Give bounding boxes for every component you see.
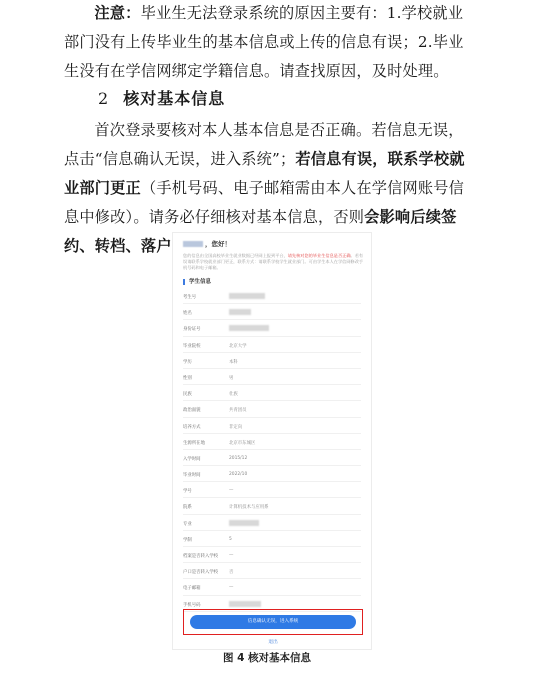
info-row-value: 男 — [229, 375, 234, 381]
info-row — [183, 563, 361, 579]
info-row — [183, 466, 361, 482]
info-row — [183, 418, 361, 434]
info-row-label: 学历 — [183, 359, 192, 365]
info-row-label: 性别 — [183, 375, 192, 381]
info-row-label: 考生号 — [183, 295, 197, 300]
embedded-screenshot — [172, 232, 372, 650]
info-row-value: 否 — [229, 570, 234, 576]
info-row-value: — — [229, 585, 234, 591]
greeting-text: ，您好！ — [205, 240, 231, 248]
note-text: 毕业生无法登录系统的原因主要有：1.学校就业部门没有上传毕业生的基本信息或上传的信息有误；2.毕业生没有在学信网绑定学籍信息。请查找原因，及时处理。 — [64, 4, 464, 80]
info-row-value: — — [229, 553, 234, 558]
info-row-value: 本科 — [229, 359, 238, 365]
info-row-value: 壮族 — [229, 392, 238, 398]
body-bold-2: 会影响后续签约、转档、落户 — [64, 208, 457, 255]
greeting — [183, 239, 231, 248]
info-row-label: 学制 — [183, 537, 192, 543]
info-row-value: 北京市东城区 — [229, 440, 256, 446]
confirm-button[interactable]: 信息确认无误，进入系统 — [190, 615, 356, 629]
info-row-label: 生源所在地 — [183, 440, 205, 446]
info-row-value: 计算机技术与应用系 — [229, 505, 269, 511]
info-row-label: 档案是否转入学校 — [183, 554, 219, 559]
info-row — [183, 434, 361, 450]
section-heading — [98, 86, 225, 109]
info-row-redacted-value — [229, 293, 265, 299]
student-info-list — [183, 288, 361, 612]
intro-part-1: 您的信息由全国高校毕业生就业数据已经网上报到平台， — [183, 253, 288, 258]
student-info-title: 学生信息 — [183, 279, 211, 285]
info-row — [183, 320, 361, 336]
info-row-value: 2022/10 — [229, 472, 248, 478]
info-row — [183, 579, 361, 595]
confirm-highlight-box — [183, 609, 363, 635]
info-row-value: 非定向 — [229, 424, 243, 430]
note-label: 注意： — [94, 4, 141, 22]
info-row-value: — — [229, 488, 234, 494]
info-row-redacted-value — [229, 325, 269, 331]
info-row-label: 院系 — [183, 505, 192, 511]
intro-text — [183, 253, 365, 271]
info-row-value: 5 — [229, 536, 232, 542]
info-row-label: 户口是否转入学校 — [183, 570, 219, 576]
info-row — [183, 401, 361, 417]
info-row-value: 2015/12 — [229, 455, 248, 461]
info-row — [183, 547, 361, 563]
exit-link[interactable]: 退出 — [268, 640, 278, 645]
info-row-value: 共青团员 — [229, 408, 247, 414]
body-text-2: （手机号码、电子邮箱需由本人在学信网账号信息中修改）。请务必仔细核对基本信息，否则 — [64, 179, 465, 226]
info-row-label: 毕业时间 — [183, 473, 201, 479]
info-row — [183, 304, 361, 320]
info-row-label: 培养方式 — [183, 424, 201, 430]
info-row — [183, 353, 361, 369]
info-row-label: 专业 — [183, 521, 192, 527]
info-row-label: 身份证号 — [183, 327, 201, 333]
info-row — [183, 385, 361, 401]
info-row-label: 政治面貌 — [183, 408, 201, 414]
info-row — [183, 498, 361, 514]
body-text-1: 首次登录要核对本人基本信息是否正确。若信息无误，点击“信息确认无误，进入系统”； — [64, 121, 464, 168]
info-row-label: 学号 — [183, 489, 192, 495]
section-number: 2 — [98, 89, 110, 108]
info-row — [183, 531, 361, 547]
info-row — [183, 337, 361, 353]
info-row-redacted-value — [229, 309, 251, 315]
section-title: 核对基本信息 — [123, 89, 226, 108]
info-row — [183, 450, 361, 466]
intro-warning: 请先核对您的毕业生信息是否正确 — [287, 253, 351, 258]
info-row-label: 手机号码 — [183, 602, 201, 608]
info-row — [183, 369, 361, 385]
blurred-name — [183, 241, 203, 247]
body-bold-1: 若信息有误，联系学校就业部门更正 — [64, 150, 465, 197]
info-row-label: 民族 — [183, 392, 192, 398]
intro-part-2: 。若有误请联系学校就业部门更正，联系方式：请联系学校学生就业部门。可由学生本人在学信网修改手机号码和电子邮箱。 — [183, 253, 364, 270]
info-row-redacted-value — [229, 601, 261, 607]
info-row-value: 北京大学 — [229, 343, 247, 349]
info-row — [183, 288, 361, 304]
note-paragraph — [64, 0, 474, 86]
info-row — [183, 482, 361, 498]
info-row-label: 姓名 — [183, 311, 192, 317]
info-row-label: 入学时间 — [183, 456, 201, 462]
info-row-label: 电子邮箱 — [183, 586, 201, 592]
figure-caption: 图 4 核对基本信息 — [222, 652, 312, 664]
info-row-label: 毕业院校 — [183, 343, 201, 349]
info-row — [183, 515, 361, 531]
info-row-redacted-value — [229, 520, 259, 526]
